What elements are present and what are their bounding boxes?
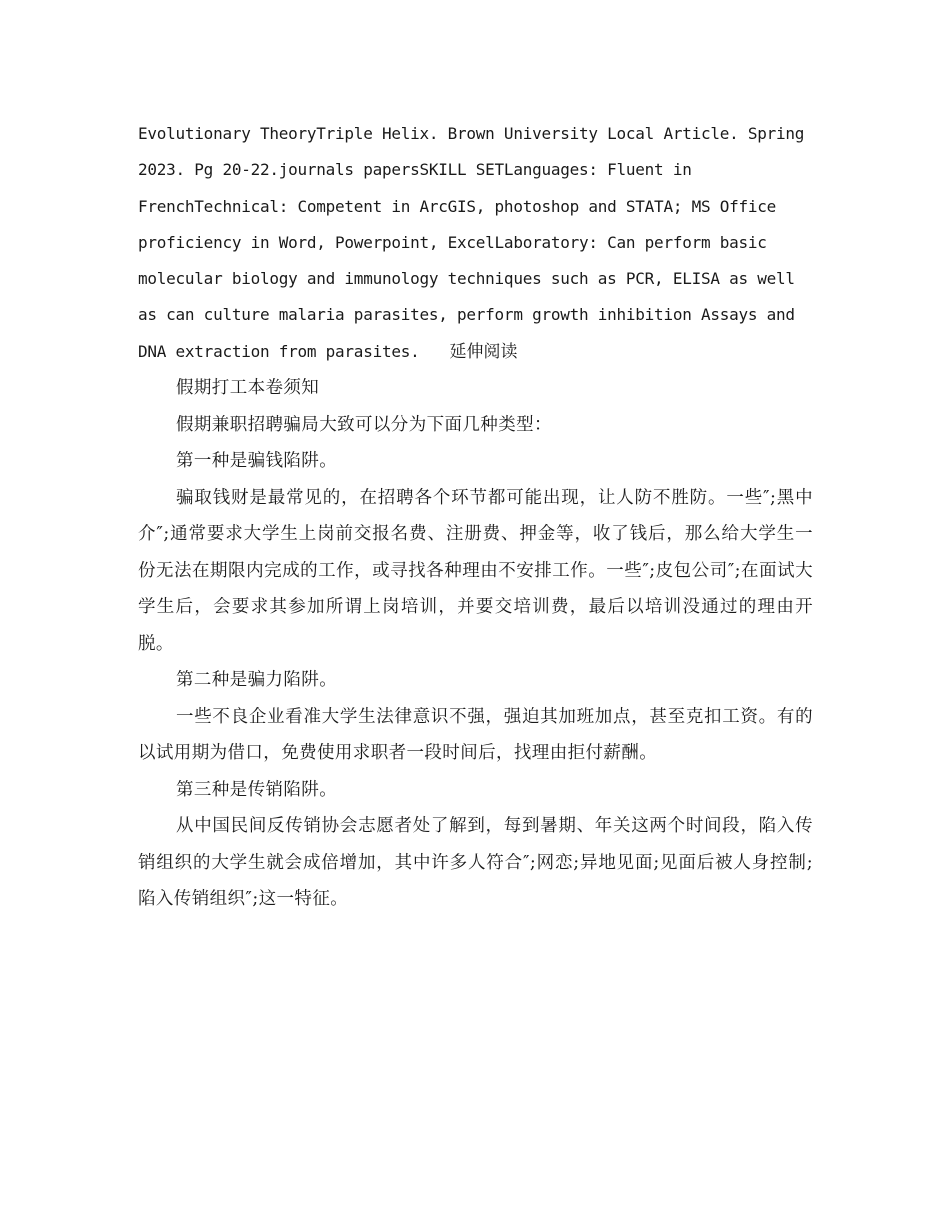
section-heading-labor-trap: 第二种是骗力陷阱。	[176, 670, 338, 691]
money-trap-paragraph: 骗取钱财是最常见的，在招聘各个环节都可能出现，让人防不胜防。一些″;黑中介″;通常要求大学生上岗前交报名费、注册费、押金等，收了钱后，那么给大学生一份无法在期限内完成的工作，或寻找各种理由不安排工作。一些″;皮包公司″;在面试大学生后，会要求其参加所谓上岗培训，并要交培训费，最后以培训没通过的理由开脱。	[138, 487, 813, 654]
document-body	[138, 116, 813, 918]
intro-paragraph: 假期兼职招聘骗局大致可以分为下面几种类型：	[176, 414, 552, 435]
extended-reading-label: 延伸阅读	[449, 341, 518, 362]
section-heading-pyramid-trap: 第三种是传销陷阱。	[176, 779, 338, 800]
labor-trap-paragraph: 一些不良企业看准大学生法律意识不强，强迫其加班加点，甚至克扣工资。有的以试用期为借口，免费使用求职者一段时间后，找理由拒付薪酬。	[138, 706, 813, 764]
pyramid-trap-paragraph: 从中国民间反传销协会志愿者处了解到，每到暑期、年关这两个时间段，陷入传销组织的大学生就会成倍增加，其中许多人符合″;网恋;异地见面;见面后被人身控制;陷入传销组织″;这一特征。	[138, 816, 813, 910]
english-paragraph	[138, 116, 813, 370]
section-heading-money-trap: 第一种是骗钱陷阱。	[176, 451, 338, 472]
english-text: Evolutionary TheoryTriple Helix. Brown University Local Article. Spring 2023. Pg 20-22.journals papersSKILL SETLanguages: Fluent in FrenchTechnical: Competent in ArcGIS, photoshop and STATA; MS Office proficiency in Word, Powerpoint, ExcelLaboratory: Can perform basic molecular biology and immunology techniques such as PCR, ELISA as well as can culture malaria parasites, perform growth inhibition Assays and DNA extraction from parasites.	[138, 124, 805, 361]
notice-title: 假期打工本卷须知	[176, 378, 320, 399]
